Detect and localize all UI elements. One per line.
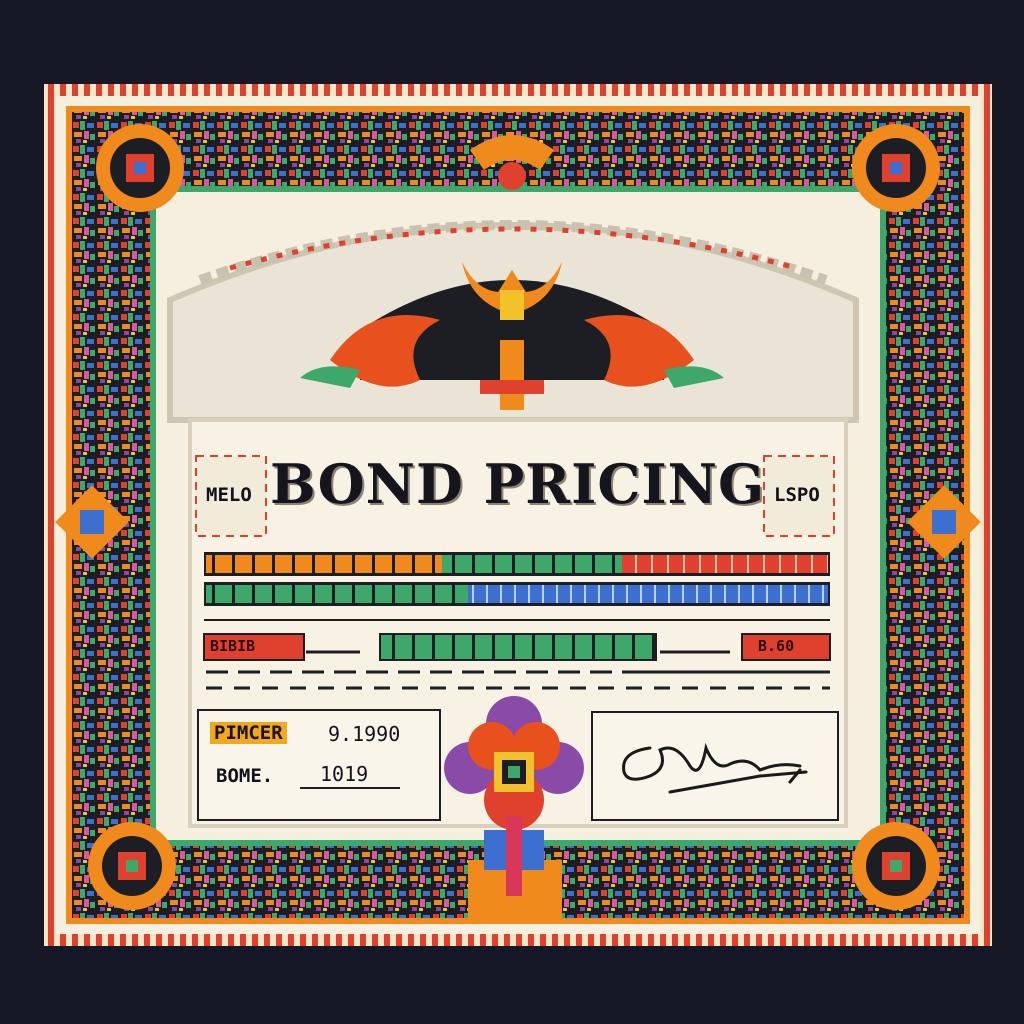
certificate-title: BOND PRICING bbox=[270, 452, 766, 516]
field-middle-bar bbox=[380, 634, 656, 660]
corner-rosette-bottom-right-icon bbox=[852, 822, 940, 910]
corner-rosette-top-right-icon bbox=[852, 124, 940, 212]
bond-value: 1019 bbox=[320, 762, 369, 786]
field-left-value: BIBIB bbox=[210, 637, 256, 655]
price-label: PIMCER bbox=[210, 722, 287, 744]
price-value: 9.1990 bbox=[328, 722, 401, 746]
left-tag-label: MELO bbox=[206, 484, 252, 506]
corner-rosette-bottom-left-icon bbox=[88, 822, 176, 910]
corner-rosette-top-left-icon bbox=[96, 124, 184, 212]
pixel-bars-row-1 bbox=[204, 552, 830, 576]
field-right-value: B.60 bbox=[758, 637, 795, 655]
pixel-bars-row-2 bbox=[204, 582, 830, 606]
right-tag-label: LSPO bbox=[774, 484, 820, 506]
bond-label: BOME. bbox=[216, 765, 274, 787]
